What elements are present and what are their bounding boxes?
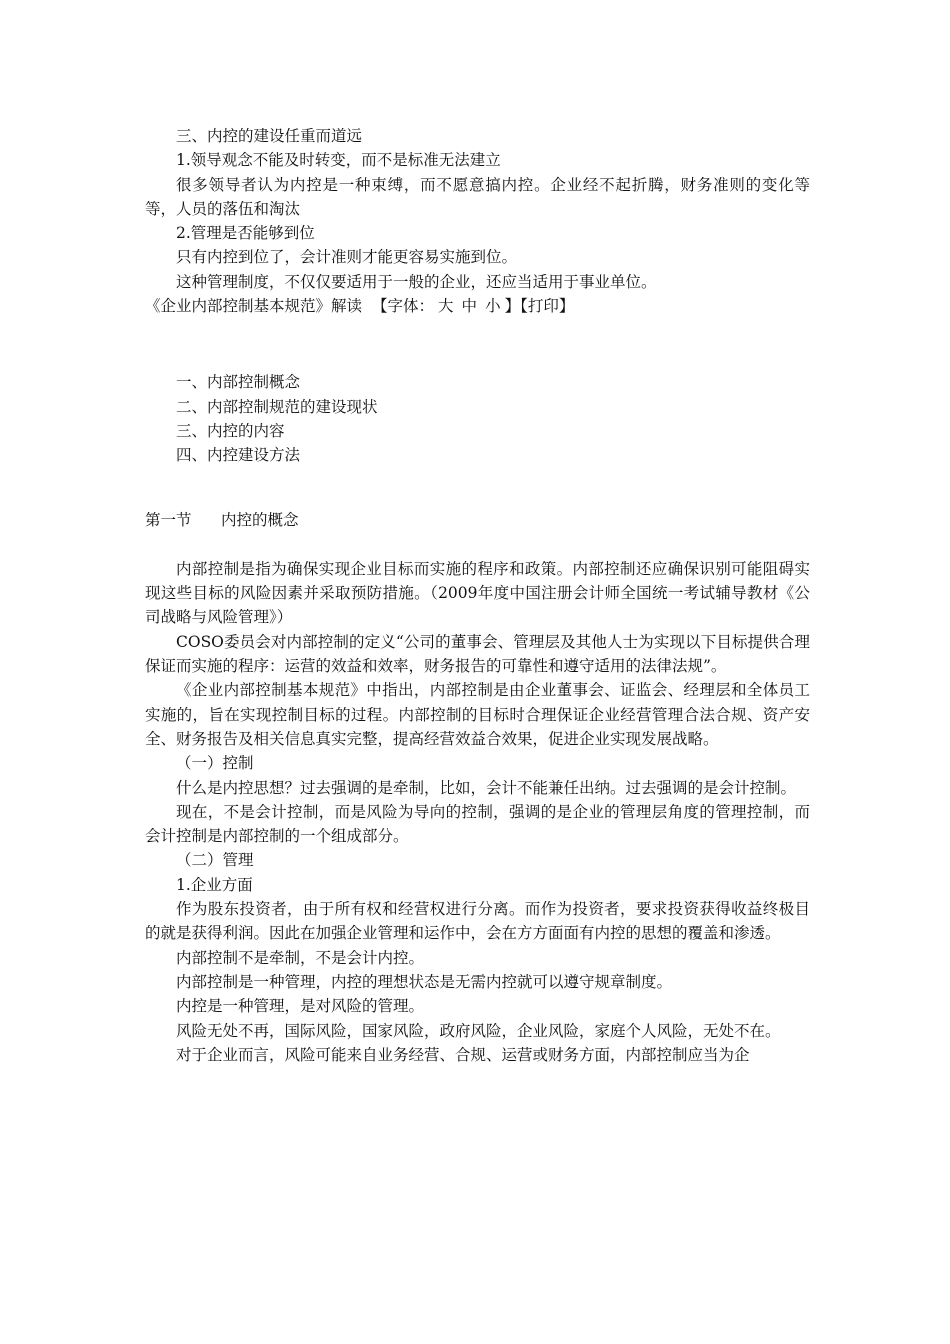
font-size-close: 】 [504, 297, 521, 316]
toc-item-1: 一、内部控制概念 [176, 373, 301, 392]
paragraph-risk-everywhere: 风险无处不再，国际风险，国家风险，政府风险，企业风险，家庭个人风险，无处不在。 [176, 1021, 781, 1040]
paragraph-risk-oriented: 现在，不是会计控制，而是风险为导向的控制，强调的是企业的管理层角度的管理控制，而会计控制是内部控制的一个组成部分。 [145, 802, 810, 846]
paragraph-definition: 内部控制是指为确保实现企业目标而实施的程序和政策。内部控制还应确保识别可能阻碍实现这些目标的风险因素并采取预防措施。（2009年度中国注册会计师全国统一考试辅导教材《公司战略与风险管理》） [145, 559, 810, 627]
paragraph-investors: 作为股东投资者，由于所有权和经营权进行分离。而作为投资者，要求投资获得收益终极目的就是获得利润。因此在加强企业管理和运作中，会在方方面面有内控的思想的覆盖和渗透。 [145, 900, 810, 943]
subheading-control: （一）控制 [176, 754, 254, 773]
subheading-management-2: （二）管理 [176, 851, 254, 870]
subheading-management: 2.管理是否能够到位 [176, 224, 315, 243]
font-size-label: 【字体： [372, 297, 435, 316]
subheading-leadership: 1.领导观念不能及时转变，而不是标准无法建立 [176, 151, 501, 170]
paragraph-basic-norms: 《企业内部控制基本规范》中指出，内部控制是由企业董事会、证监会、经理层和全体员工实施的，旨在实现控制目标的过程。内部控制的目标时合理保证企业经营管理合法合规、资产安全、财务报告及相关信息真实完整，提高经营效益合效果，促进企业实现发展战略。 [145, 681, 810, 748]
section-heading [145, 508, 810, 532]
paragraph-ideal-state: 内部控制是一种管理，内控的理想状态是无需内控就可以遵守规章制度。 [176, 972, 673, 991]
toc-item-4: 四、内控建设方法 [176, 446, 301, 465]
paragraph-coso: COSO委员会对内部控制的定义“公司的董事会、管理层及其他人士为实现以下目标提供合理保证而实施的程序：运营的效益和效率，财务报告的可靠性和遵守适用的法律法规”。 [145, 632, 810, 676]
paragraph-leadership: 很多领导者认为内控是一种束缚，而不愿意搞内控。企业经不起折腾，财务准则的变化等等，人员的落伍和淘汰 [145, 175, 810, 218]
font-size-medium-link[interactable]: 中 [461, 297, 478, 316]
article-title: 《企业内部控制基本规范》解读 [145, 297, 363, 316]
print-link[interactable]: 【打印】 [520, 297, 575, 316]
spacer [145, 318, 810, 370]
article-header [145, 294, 810, 318]
paragraph-risk-management: 内控是一种管理，是对风险的管理。 [176, 997, 425, 1016]
paragraph-not-restraint: 内部控制不是牵制，不是会计内控。 [176, 948, 425, 967]
subheading-enterprise: 1.企业方面 [176, 875, 253, 894]
spacer [145, 468, 810, 508]
paragraph-enterprise-risk: 对于企业而言，风险可能来自业务经营、合规、运营或财务方面，内部控制应当为企 [176, 1045, 750, 1064]
font-size-large-link[interactable]: 大 [438, 297, 454, 316]
heading-construction: 三、内控的建设任重而道远 [176, 127, 363, 145]
document-page [145, 124, 810, 1067]
font-size-small-link[interactable]: 小 [485, 297, 501, 316]
paragraph-public-institutions: 这种管理制度，不仅仅要适用于一般的企业，还应当适用于事业单位。 [176, 272, 657, 291]
paragraph-accounting-standards: 只有内控到位了，会计准则才能更容易实施到位。 [176, 248, 518, 267]
paragraph-past-control: 什么是内控思想？过去强调的是牵制，比如，会计不能兼任出纳。过去强调的是会计控制。 [176, 778, 797, 797]
section-title: 内控的概念 [221, 510, 299, 529]
section-number: 第一节 [145, 510, 192, 529]
toc-item-2: 二、内部控制规范的建设现状 [176, 397, 378, 416]
spacer [145, 532, 810, 557]
toc-item-3: 三、内控的内容 [176, 421, 285, 440]
